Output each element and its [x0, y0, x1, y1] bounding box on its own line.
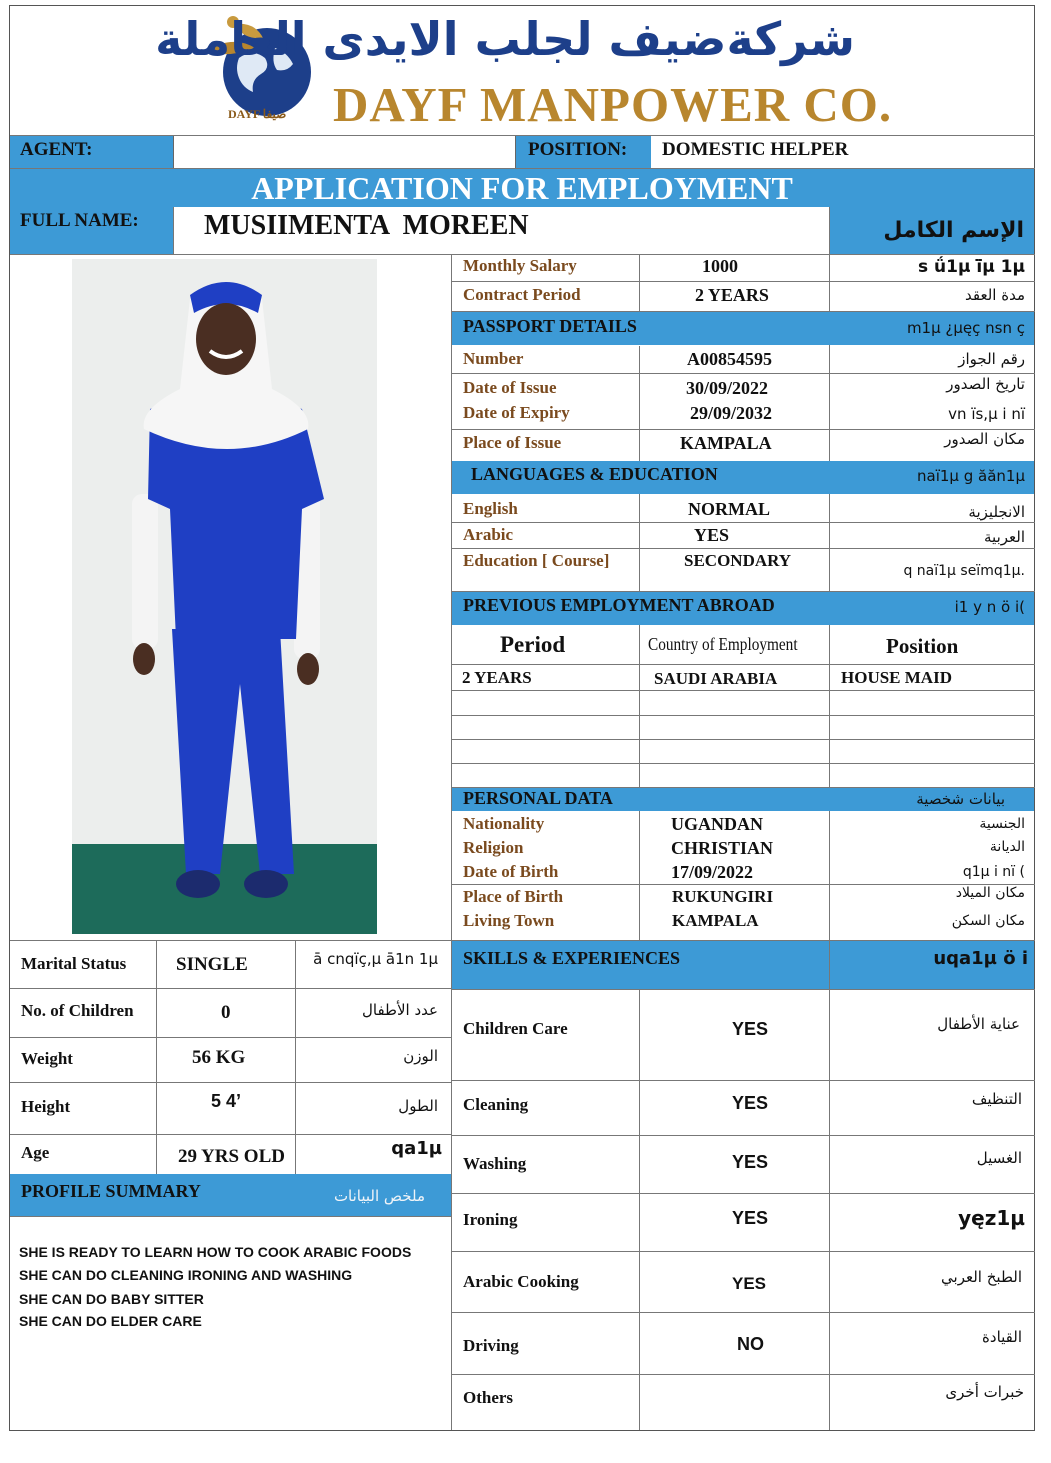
passport-number-value: A00854595	[687, 349, 772, 369]
profile-line-2: SHE CAN DO CLEANING IRONING AND WASHING	[19, 1267, 353, 1283]
arabic-label: Arabic	[463, 525, 514, 544]
issue-date-ar: تاريخ الصدور	[946, 375, 1025, 393]
agent-value-cell	[173, 136, 516, 168]
education-label: Education [ Course]	[463, 551, 610, 570]
pob-label: Place of Birth	[463, 887, 564, 906]
employment-row-position: HOUSE MAID	[841, 668, 952, 687]
arabic-value: YES	[694, 525, 730, 545]
fullname-ar: الإسم الكامل	[883, 218, 1024, 243]
issue-place-label: Place of Issue	[463, 433, 562, 452]
religion-value: CHRISTIAN	[671, 838, 774, 858]
height-value: 5 4’	[211, 1091, 242, 1111]
languages-title-ar: naï1µ g ăăn1µ	[917, 467, 1025, 485]
profile-line-4: SHE CAN DO ELDER CARE	[19, 1313, 202, 1329]
skill-others-label: Others	[463, 1388, 514, 1407]
dob-label: Date of Birth	[463, 862, 559, 881]
employment-title-ar: )i1 y n ö i	[954, 598, 1025, 616]
fullname-label: FULL NAME:	[20, 210, 139, 231]
passport-title: PASSPORT DETAILS	[463, 316, 637, 336]
living-town-label: Living Town	[463, 911, 555, 930]
arabic-ar: العربية	[984, 528, 1025, 546]
children-ar: عدد الأطفال	[362, 1001, 438, 1019]
passport-number-ar: رقم الجواز	[958, 350, 1025, 368]
personal-title: PERSONAL DATA	[463, 788, 613, 808]
passport-number-label: Number	[463, 349, 524, 368]
english-ar: الانجليزية	[968, 503, 1025, 521]
skill-arabic-cooking-ar: الطبخ العربي	[941, 1268, 1022, 1286]
children-value: 0	[221, 1002, 231, 1023]
skill-driving-value: NO	[737, 1334, 764, 1354]
skill-cleaning-value: YES	[732, 1093, 769, 1113]
salary-value: 1000	[702, 256, 738, 276]
religion-ar: الديانة	[989, 839, 1025, 855]
position-label: POSITION:	[528, 139, 628, 160]
contract-ar: مدة العقد	[965, 286, 1025, 304]
english-label: English	[463, 499, 518, 518]
height-ar: الطول	[398, 1097, 438, 1115]
expiry-date-ar: vn ïs,µ i nï	[948, 405, 1025, 423]
logo-small-caption: DAYF صيفا	[228, 107, 287, 121]
personal-title-ar: بيانات شخصية	[916, 790, 1005, 808]
fullname-value: MUSIIMENTA MOREEN	[204, 210, 529, 241]
position-value: DOMESTIC HELPER	[662, 139, 849, 160]
candidate-photo	[72, 259, 377, 934]
age-label: Age	[21, 1143, 50, 1162]
company-name-arabic: شركةضيف لجلب الايدى العاملة	[155, 12, 855, 66]
application-title: APPLICATION FOR EMPLOYMENT	[251, 170, 793, 206]
nationality-value: UGANDAN	[671, 814, 763, 834]
marital-label: Marital Status	[21, 954, 127, 973]
skill-ironing-value: YES	[732, 1208, 769, 1228]
contract-label: Contract Period	[463, 285, 581, 304]
skill-arabic-cooking-label: Arabic Cooking	[463, 1272, 579, 1291]
employment-row-country: SAUDI ARABIA	[654, 669, 778, 688]
living-town-value: KAMPALA	[672, 911, 759, 930]
profile-line-3: SHE CAN DO BABY SITTER	[19, 1291, 204, 1307]
skill-ironing-label: Ironing	[463, 1210, 518, 1229]
profile-line-1: SHE IS READY TO LEARN HOW TO COOK ARABIC FOODS	[19, 1244, 412, 1260]
employment-title: PREVIOUS EMPLOYMENT ABROAD	[463, 595, 775, 615]
expiry-date-label: Date of Expiry	[463, 403, 570, 422]
contract-value: 2 YEARS	[695, 285, 769, 305]
religion-label: Religion	[463, 838, 524, 857]
skill-children-care-ar: عناية الأطفال	[937, 1015, 1020, 1033]
agent-label: AGENT:	[20, 139, 93, 160]
dob-value: 17/09/2022	[671, 862, 754, 882]
skill-washing-label: Washing	[463, 1154, 527, 1173]
education-ar: .q naï1µ seïmq1µ	[903, 563, 1025, 579]
education-value: SECONDARY	[684, 551, 792, 570]
skill-children-care-value: YES	[732, 1019, 769, 1039]
skill-washing-ar: الغسيل	[976, 1149, 1022, 1167]
skill-ironing-ar: yęz1µ	[958, 1206, 1025, 1230]
col-position: Position	[886, 634, 959, 658]
profile-title: PROFILE SUMMARY	[21, 1181, 201, 1201]
age-value: 29 YRS OLD	[178, 1146, 285, 1167]
skill-cleaning-ar: التنظيف	[971, 1090, 1022, 1108]
company-name-english: DAYF MANPOWER CO.	[333, 77, 893, 132]
salary-label: Monthly Salary	[463, 256, 577, 275]
skill-cleaning-label: Cleaning	[463, 1095, 529, 1114]
weight-value: 56 KG	[192, 1047, 246, 1068]
profile-title-ar: ملخص البيانات	[333, 1187, 425, 1205]
nationality-ar: الجنسية	[979, 816, 1025, 832]
height-label: Height	[21, 1097, 71, 1116]
weight-label: Weight	[21, 1049, 73, 1068]
skills-title: SKILLS & EXPERIENCES	[463, 948, 681, 968]
age-ar: qa1µ	[391, 1138, 442, 1159]
employment-row-period: 2 YEARS	[462, 668, 532, 687]
pob-value: RUKUNGIRI	[672, 887, 774, 906]
dob-ar: ) q1µ i nï	[962, 864, 1025, 880]
issue-date-label: Date of Issue	[463, 378, 557, 397]
nationality-label: Nationality	[463, 814, 545, 833]
issue-place-ar: مكان الصدور	[944, 430, 1025, 448]
english-value: NORMAL	[688, 499, 770, 519]
skill-children-care-label: Children Care	[463, 1019, 568, 1038]
skill-driving-label: Driving	[463, 1336, 519, 1355]
issue-place-value: KAMPALA	[680, 433, 772, 453]
skill-others-ar: خبرات أخرى	[945, 1383, 1024, 1401]
issue-date-value: 30/09/2022	[686, 378, 769, 398]
weight-ar: الوزن	[403, 1047, 438, 1065]
expiry-date-value: 29/09/2032	[690, 403, 773, 423]
children-label: No. of Children	[21, 1001, 134, 1020]
pob-ar: مكان الميلاد	[955, 885, 1025, 901]
skill-washing-value: YES	[732, 1152, 769, 1172]
passport-title-ar: m1µ ¿µęç nsn ç	[906, 319, 1025, 337]
languages-title: LANGUAGES & EDUCATION	[471, 464, 718, 484]
skill-arabic-cooking-value: YES	[732, 1274, 767, 1293]
marital-ar: ā cnqïç,µ ā1n 1µ	[313, 950, 438, 968]
col-period: Period	[500, 632, 566, 657]
salary-ar: s ǘ1µ ï̈µ 1µ	[918, 257, 1025, 277]
skill-driving-ar: القيادة	[982, 1328, 1022, 1346]
living-town-ar: مكان السكن	[951, 913, 1025, 929]
skills-title-ar: uqa1µ ö i	[933, 948, 1028, 969]
marital-value: SINGLE	[176, 954, 248, 975]
col-country: Country of Employment	[648, 634, 798, 654]
